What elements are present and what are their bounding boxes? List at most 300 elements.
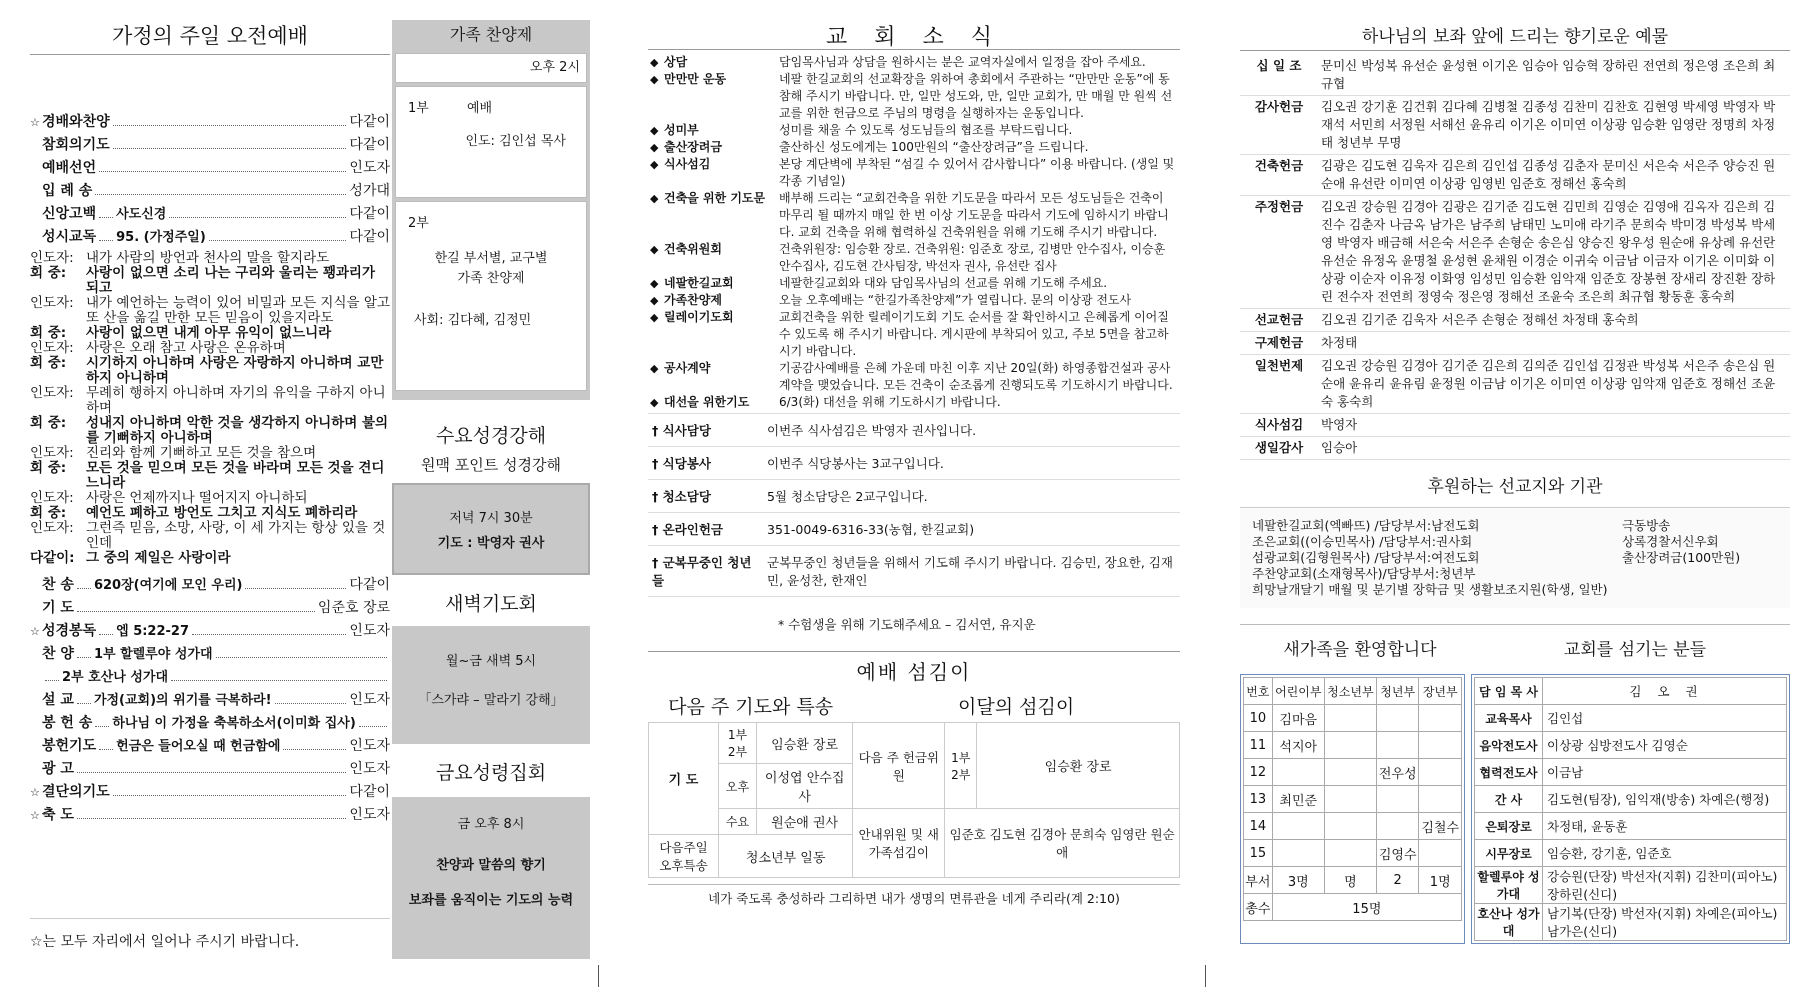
nf-head-cell: 장년부: [1419, 678, 1462, 705]
reading-speaker: 인도자:: [30, 385, 74, 401]
news-key: 네팔한길교회: [664, 276, 734, 290]
offering-names: 박영자: [1318, 414, 1790, 437]
page-divider: [598, 965, 599, 987]
diamond-icon: ◆: [650, 311, 659, 324]
pray-wed: 수요: [719, 809, 757, 835]
nf-total: 15명: [1272, 894, 1461, 921]
dot-leader: [77, 804, 346, 819]
nf-cell: [1419, 840, 1462, 867]
order-label: 결단의기도: [42, 784, 110, 800]
dot-leader: [99, 620, 113, 635]
family-part1: [395, 86, 587, 198]
news-text: 이번주 식당봉사는 3교구입니다.: [763, 447, 1180, 480]
diamond-icon: ◆: [650, 294, 659, 307]
news-key: 건축위원회: [664, 242, 722, 256]
dot-leader: [77, 574, 91, 589]
news-text: 출산하신 성도에게는 100만원의 “출산장려금”을 드립니다.: [779, 140, 1089, 154]
reading-line: [30, 461, 390, 491]
mission-a: 네팔한길교회(엑빠뜨) /담당부서:남전도회: [1252, 518, 1480, 533]
order-leader: 인도자: [349, 738, 390, 754]
news-row: [648, 275, 1180, 292]
order-label: 찬 양: [42, 646, 74, 662]
nf-cell: [1419, 759, 1462, 786]
offering-row: [1240, 355, 1790, 414]
table-row: [1244, 840, 1462, 867]
nf-head-cell: 번호: [1244, 678, 1273, 705]
part2-host: 사회: 김다혜, 김정민: [414, 313, 532, 328]
staff-names: 이상광 심방전도사 김영순: [1543, 732, 1787, 759]
news-row: [648, 156, 1180, 190]
reading-line: [30, 416, 390, 446]
guide-names: 임준호 김도현 김경아 문희숙 임영란 원순애: [945, 809, 1180, 878]
news-key: 공사계약: [664, 361, 711, 375]
diamond-icon: ◆: [650, 73, 659, 86]
nf-head-cell: 청년부: [1376, 678, 1419, 705]
reading-text: 내가 예언하는 능력이 있어 비밀과 모든 지식을 알고 또 산을 옮길 만한 모든 믿음이 있을지라도: [86, 295, 390, 326]
page-church-news: [648, 0, 1180, 992]
star-icon: ☆: [30, 786, 40, 799]
serve-table: [648, 689, 1180, 878]
order-detail: 하나님 이 가정을 축복하소서(이미화 집사): [112, 716, 356, 731]
reading-speaker: 다같이:: [30, 550, 75, 566]
news-key: 가족찬양제: [664, 293, 722, 307]
dot-leader: [245, 574, 346, 589]
news-text: 교회건축을 위한 릴레이기도회 기도 순서를 잘 확인하시고 은혜롭게 이어질 수 있도록 해 주시기 바랍니다. 게시판에 부착되어 있고, 주보 5면을 참고하시기 바랍니다.: [779, 310, 1169, 358]
dot-leader: [95, 712, 109, 727]
serve-title: 예배 섬김이: [648, 651, 1180, 685]
mission-b: 상록경찰서신우회: [1622, 534, 1719, 549]
nf-cell: [1324, 786, 1376, 813]
star-icon: ☆: [30, 809, 40, 822]
dot-leader: [216, 643, 388, 658]
news-key: 만만만 운동: [664, 72, 727, 86]
table-row: [1244, 867, 1462, 894]
offering-key: 구제헌금: [1240, 332, 1318, 355]
offering-key: 일천번제: [1240, 355, 1318, 414]
offer-label: 다음 주 헌금위원: [853, 723, 945, 809]
order-leader: 인도자: [349, 761, 390, 777]
order-leader: 인도자: [349, 160, 390, 176]
reading-speaker: 회 중:: [30, 415, 67, 431]
order-row: [30, 597, 390, 620]
mission-a: 희망날개달기 매월 및 분기별 장학금 및 생활보조지원(학생, 일반): [1252, 582, 1608, 597]
staff-role: 교육목사: [1475, 705, 1543, 732]
order-row: [30, 666, 390, 689]
dot-leader: [169, 203, 346, 218]
family-title: 가족 찬양제: [392, 20, 590, 50]
order-detail: 사도신경: [116, 207, 167, 222]
dot-leader: [99, 203, 113, 218]
staff-row: [1475, 840, 1787, 867]
offering-row: [1240, 437, 1790, 460]
offer-p: 1부 2부: [945, 723, 977, 809]
order-label: 찬 송: [42, 577, 74, 593]
reading-line: [30, 356, 390, 386]
pray-pm-name: 이성엽 안수집사: [757, 764, 853, 809]
reading-text: 그런즉 믿음, 소망, 사랑, 이 세 가지는 항상 있을 것인데: [86, 520, 386, 551]
nf-cell: 11: [1244, 732, 1273, 759]
reading-line: [30, 326, 390, 341]
nf-header: [1244, 678, 1462, 705]
order-leader: 다같이: [349, 577, 390, 593]
offering-key: 십 일 조: [1240, 55, 1318, 96]
order-detail: 95. (가정주일): [116, 230, 206, 245]
reading-speaker: 인도자:: [30, 295, 74, 311]
dawn-topic: 「스가랴 – 말라기 강해」: [418, 693, 564, 708]
dot-leader: [95, 180, 346, 195]
responsive-reading: [30, 251, 390, 566]
nf-cell: 13: [1244, 786, 1273, 813]
order-row: [30, 758, 390, 781]
order-label: 축 도: [42, 807, 74, 823]
pray-p12-name: 임승환 장로: [757, 723, 853, 764]
offering-names: 김오권 강기훈 김건휘 김다혜 김병철 김종성 김찬미 김찬호 김현영 박세영 박영자 박재석 서민희 서정원 서해선 윤유리 이기온 이미연 이상광 임승환 임영란 정명희 차정태 청년부 무명: [1318, 96, 1790, 155]
part1-lead: 인도: 김인섭 목사: [465, 134, 566, 149]
next-title: 다음 주 기도와 특송: [668, 696, 834, 718]
staff-names: 강승원(단장) 박선자(지휘) 김찬미(피아노) 장하린(신디): [1543, 867, 1787, 904]
news-key: 성미부: [664, 123, 699, 137]
reading-line: [30, 251, 390, 266]
order-row: [30, 781, 390, 804]
news-row: [648, 480, 1180, 513]
news-row: [648, 71, 1180, 122]
order-label: 신앙고백: [42, 206, 97, 222]
reading-text: 사랑이 없으면 내게 아무 유익이 없느니라: [86, 325, 332, 341]
order-leader: 다같이: [349, 137, 390, 153]
news-text: 배부해 드리는 “교회건축을 위한 기도문을 따라서 모든 성도님들은 건축이 마무리 될 때까지 매일 한 번 이상 기도문을 따라서 기도에 임하시기 바랍니다. 교회 건축을 위해 협력하실 건축위원을 위해 기도해 주시기 바랍니다.: [779, 191, 1169, 239]
offering-row: [1240, 309, 1790, 332]
reading-text: 사랑은 오래 참고 사랑은 온유하며: [86, 340, 286, 356]
order-list: [30, 111, 390, 249]
offering-table: [1240, 55, 1790, 460]
staff-row: [1475, 678, 1787, 705]
news-text: 건축위원장: 임승환 장로. 건축위원: 임준호 장로, 김병만 안수집사, 이승훈 안수집사, 김도현 간사팀장, 박선자 권사, 유선란 집사: [779, 242, 1166, 273]
offering-names: 김오권 강승원 김경아 김기준 김은희 김의준 김인섭 김정관 박성복 서은주 송은심 원순애 윤유리 윤유림 윤정원 이금남 이기온 이미연 이상광 임악재 임준호 정해선 조윤숙 홍숙희: [1318, 355, 1790, 414]
offering-row: [1240, 96, 1790, 155]
nf-cell: 10: [1244, 705, 1273, 732]
order-row: [30, 712, 390, 735]
order-row: [30, 157, 390, 180]
part1-label: 1부: [408, 101, 429, 116]
order-detail: 헌금은 들어오실 때 헌금함에: [116, 739, 281, 754]
dot-leader: [113, 111, 347, 126]
staff-role: 담 임 목 사: [1475, 678, 1543, 705]
order-leader: 다같이: [349, 784, 390, 800]
reading-text: 그 중의 제일은 사랑이라: [86, 550, 231, 566]
news-text: 담임목사님과 상담을 원하시는 분은 교역자실에서 일정을 잡아 주세요.: [779, 55, 1146, 69]
staff-table: [1474, 677, 1787, 941]
staff-names: 이금남: [1543, 759, 1787, 786]
reading-text: 사랑은 언제까지나 떨어지지 아니하되: [86, 490, 308, 506]
dot-leader: [77, 758, 346, 773]
page-divider-2: [1205, 965, 1206, 987]
news-key: † 청소담당: [648, 480, 763, 513]
order-label: 설 교: [42, 692, 74, 708]
wed-pray: 기도 : 박영자 권사: [437, 536, 545, 551]
news-text: 기공감사예배를 은혜 가운데 마친 이후 지난 20일(화) 하영종합건설과 공사계약을 맺었습니다. 모든 건축이 순조롭게 진행되도록 기도하시기 바랍니다.: [779, 361, 1173, 392]
diamond-icon: ◆: [650, 396, 659, 409]
order-row: [30, 203, 390, 226]
reading-speaker: 인도자:: [30, 340, 74, 356]
order-leader: 다같이: [349, 114, 390, 130]
news-key: 대선을 위한기도: [664, 395, 750, 409]
offering-key: 식사섬김: [1240, 414, 1318, 437]
star-icon: ☆: [30, 625, 40, 638]
offering-names: 차정태: [1318, 332, 1790, 355]
nf-cell: [1419, 732, 1462, 759]
nf-cell: [1324, 732, 1376, 759]
reading-text: 성내지 아니하며 악한 것을 생각하지 아니하며 불의를 기뻐하지 아니하며: [86, 415, 389, 446]
news-text: 5월 청소담당은 2교구입니다.: [763, 480, 1180, 513]
offering-names: 문미신 박성복 유선순 윤성현 이기온 임승아 임승혁 장하린 전연희 정은영 조은희 최규협: [1318, 55, 1790, 96]
dot-leader: [99, 735, 113, 750]
news-row: [648, 292, 1180, 309]
part2-desc: 한길 부서별, 교구별 가족 찬양제: [434, 251, 548, 286]
offering-names: 김오권 김기준 김욱자 서은주 손형순 정해선 차정태 홍숙희: [1318, 309, 1790, 332]
nf-cell: 김영수: [1376, 840, 1419, 867]
nf-cell: 12: [1244, 759, 1273, 786]
staff-row: [1475, 759, 1787, 786]
reading-line: [30, 446, 390, 461]
news-row: [648, 394, 1180, 411]
reading-speaker: 회 중:: [30, 265, 67, 281]
diamond-icon: ◆: [650, 277, 659, 290]
exam-prayer: * 수험생을 위해 기도해주세요 – 김서연, 유지운: [648, 596, 1180, 651]
order-label: 입 례 송: [42, 183, 93, 199]
news-text: 351-0049-6316-33(농협, 한길교회): [763, 513, 1180, 546]
diamond-icon: ◆: [650, 141, 659, 154]
newfamily-table: [1243, 677, 1462, 921]
staff-row: [1475, 813, 1787, 840]
news-text: 네팔 한길교회의 선교확장을 위하여 총회에서 주관하는 “만만만 운동”에 동참해 주시기 바랍니다. 만, 일만 성도와, 만, 일만 교회가, 만 매월 만 원씩 선교를 위한 헌금으로 주님의 명령을 실행하자는 운동입니다.: [779, 72, 1173, 120]
reading-speaker: 인도자:: [30, 250, 74, 266]
reading-text: 모든 것을 믿으며 모든 것을 바라며 모든 것을 견디느니라: [86, 460, 385, 491]
order-row: [30, 134, 390, 157]
nf-cell: [1272, 759, 1324, 786]
staff-names: 김도현(팀장), 임익재(방송) 차예은(행정): [1543, 786, 1787, 813]
nf-head-cell: 어린이부: [1272, 678, 1324, 705]
order-label: 광 고: [42, 761, 74, 777]
nf-cell: 명: [1324, 867, 1376, 894]
reading-text: 시기하지 아니하며 사랑은 자랑하지 아니하며 교만하지 아니하며: [86, 355, 384, 386]
staff-role: 간 사: [1475, 786, 1543, 813]
reading-line: [30, 551, 390, 566]
news-title: 교 회 소 식: [648, 20, 1180, 50]
news-key: 건축을 위한 기도문: [664, 191, 766, 205]
news-key: 출산장려금: [664, 140, 722, 154]
order-label: 봉 헌 송: [42, 715, 93, 731]
news-key: † 온라인헌금: [648, 513, 763, 546]
reading-speaker: 회 중:: [30, 325, 67, 341]
order-row: [30, 620, 390, 643]
reading-line: [30, 296, 390, 326]
family-time: 오후 2시: [395, 53, 587, 83]
reading-line: [30, 521, 390, 551]
mission-item: [1252, 566, 1778, 582]
news-text: 네팔한길교회와 대와 담임목사님의 선교를 위해 기도해 주세요.: [779, 276, 1108, 290]
order-detail: 620장(여기에 모인 우리): [93, 578, 243, 593]
offering-names: 김광은 김도현 김욱자 김은희 김인섭 김종성 김춘자 문미신 서은숙 서은주 양승진 원순애 유선란 이미연 이상광 임영빈 임준호 정해선 홍숙희: [1318, 155, 1790, 196]
reading-line: [30, 341, 390, 356]
order-leader: 인도자: [349, 692, 390, 708]
dot-leader: [77, 597, 315, 612]
staff-role: 호산나 성가대: [1475, 904, 1543, 941]
part2-label: 2부: [408, 216, 429, 231]
reading-speaker: 회 중:: [30, 460, 67, 476]
fri-line1: 찬양과 말씀의 향기: [436, 858, 546, 873]
order-label: 성경봉독: [42, 623, 97, 639]
order-row: [30, 643, 390, 666]
table-row: [1244, 732, 1462, 759]
table-row: [1244, 705, 1462, 732]
pray-pm: 오후: [719, 764, 757, 809]
nf-cell: 석지아: [1272, 732, 1324, 759]
news-row: [648, 241, 1180, 275]
offering-key: 감사헌금: [1240, 96, 1318, 155]
star-icon: ☆: [30, 116, 40, 129]
dawn-title: 새벽기도회: [445, 593, 537, 615]
dot-leader: [77, 643, 91, 658]
song-name: 청소년부 일동: [719, 835, 853, 878]
mission-item: [1252, 518, 1778, 534]
dot-leader: [283, 735, 346, 750]
nf-cell: 1명: [1419, 867, 1462, 894]
dot-leader: [275, 689, 347, 704]
order-row: [30, 111, 390, 134]
reading-line: [30, 506, 390, 521]
offering-row: [1240, 414, 1790, 437]
news-key: 식사섬김: [664, 157, 711, 171]
order-detail: 1부 할렐루야 성가대: [93, 647, 213, 662]
mission-b: 출산장려금(100만원): [1622, 550, 1741, 565]
dot-leader: [209, 226, 347, 241]
offering-key: 주정헌금: [1240, 196, 1318, 309]
page-offerings: [1240, 0, 1790, 992]
nf-cell: 부서: [1244, 867, 1273, 894]
worship-title: 가정의 주일 오전예배: [30, 20, 390, 55]
order-label: 성시교독: [42, 229, 97, 245]
news-text: 6/3(화) 대선을 위해 기도하시기 바랍니다.: [779, 395, 1001, 409]
offering-row: [1240, 196, 1790, 309]
staff-row: [1475, 786, 1787, 813]
order-leader: 성가대: [349, 183, 390, 199]
reading-text: 진리와 함께 기뻐하고 모든 것을 참으며: [86, 445, 317, 461]
news-row: [648, 122, 1180, 139]
staff-row: [1475, 705, 1787, 732]
order-leader: 다같이: [349, 206, 390, 222]
order-label: 기 도: [42, 600, 74, 616]
table-row: [1244, 786, 1462, 813]
mission-item: [1252, 582, 1778, 598]
mission-b: 극동방송: [1622, 518, 1671, 533]
staff-row: [1475, 867, 1787, 904]
month-title: 이달의 섬김이: [958, 696, 1075, 718]
staff-names: 김인섭: [1543, 705, 1787, 732]
family-part2: [395, 201, 587, 391]
news-row: [648, 414, 1180, 447]
offer-name: 임승환 장로: [977, 723, 1180, 809]
order-label: 봉헌기도: [42, 738, 97, 754]
staff-names: 임승환, 강기훈, 임준호: [1543, 840, 1787, 867]
offering-row: [1240, 55, 1790, 96]
order-row: [30, 689, 390, 712]
news-row: [648, 447, 1180, 480]
offering-names: 김오권 강승원 김경아 김광은 김기준 김도현 김민희 김영순 김영애 김옥자 김은희 김진수 김춘자 나금옥 남가은 남주희 남태민 노미애 라기주 문희숙 박미경 박성복 박세영 박영자 배금해 서은숙 서은주 손형순 송은심 양승진 왕우성 원순애 유상례 유선란 유선순 유정옥 윤명철 윤성현 윤채원 이경순 이귀숙 이금남 이금자 이기온 이미화 이상광 이순자 이유정 이화영 임성민 임승환 임악재 임준호 장봉현 장새리 장진환 장하린 전수자 전연희 정영숙 정은영 정해선 조윤숙 조은희 최규협 황동훈 홍숙희: [1318, 196, 1790, 309]
news-key: 상담: [664, 55, 688, 69]
pray-label: 기 도: [649, 723, 719, 835]
news-text: 성미를 채울 수 있도록 성도님들의 협조를 부탁드립니다.: [779, 123, 1073, 137]
mission-list: [1240, 507, 1790, 608]
order-leader: 인도자: [349, 807, 390, 823]
diamond-icon: ◆: [650, 362, 659, 375]
news-table: [648, 54, 1180, 411]
reading-speaker: 회 중:: [30, 505, 67, 521]
order-row: [30, 574, 390, 597]
diamond-icon: ◆: [650, 243, 659, 256]
offering-key: 생일감사: [1240, 437, 1318, 460]
news-row: [648, 360, 1180, 394]
table-row: [1244, 813, 1462, 840]
order-leader: 인도자: [349, 623, 390, 639]
nf-cell: 15: [1244, 840, 1273, 867]
news-key: 릴레이기도회: [664, 310, 734, 324]
order-row: [30, 804, 390, 827]
order-label: 예배선언: [42, 160, 97, 176]
staff-role: 은퇴장로: [1475, 813, 1543, 840]
dot-leader: [45, 666, 59, 681]
dot-leader: [113, 134, 347, 149]
dot-leader: [99, 226, 113, 241]
reading-text: 내가 사람의 방언과 천사의 말을 할지라도: [86, 250, 330, 266]
news-row: [648, 190, 1180, 241]
fri-line2: 보좌를 움직이는 기도의 능력: [408, 893, 574, 908]
fri-title: 금요성령집회: [435, 762, 547, 784]
dot-leader: [192, 620, 346, 635]
song-label: 다음주일 오후특송: [649, 835, 719, 878]
nf-cell: [1324, 705, 1376, 732]
dot-leader: [171, 666, 387, 681]
pray-p12: 1부 2부: [719, 723, 757, 764]
guide-label: 안내위원 및 새가족섬김이: [853, 809, 945, 878]
nf-cell: [1324, 840, 1376, 867]
nf-cell: [1419, 705, 1462, 732]
nf-cell: [1324, 813, 1376, 840]
reading-line: [30, 491, 390, 506]
reading-text: 사랑이 없으면 소리 나는 구리와 울리는 꽹과리가 되고: [86, 265, 376, 296]
news-row: [648, 139, 1180, 156]
mission-a: 섬광교회(김형원목사) /담당부서:여전도회: [1252, 550, 1480, 565]
nf-cell: [1376, 813, 1419, 840]
dot-leader: [99, 157, 346, 172]
news-text: 이번주 식사섬김은 박영자 권사입니다.: [763, 414, 1180, 447]
offering-row: [1240, 155, 1790, 196]
wed-time: 저녁 7시 30분: [449, 511, 533, 526]
nf-cell: 14: [1244, 813, 1273, 840]
pray-wed-name: 원순애 권사: [757, 809, 853, 835]
dawn-time: 월~금 새벽 5시: [445, 654, 537, 669]
nf-cell: [1419, 786, 1462, 813]
staff-role: 할렐루야 성가대: [1475, 867, 1543, 904]
order-detail: 가정(교회)의 위기를 극복하라!: [93, 693, 272, 708]
news-row: [648, 546, 1180, 597]
reading-line: [30, 266, 390, 296]
mission-title: 후원하는 선교지와 기관: [1427, 477, 1603, 497]
nf-cell: [1272, 840, 1324, 867]
wed-title: 수요성경강해: [435, 425, 547, 447]
part1-name: 예배: [466, 101, 493, 116]
diamond-icon: ◆: [650, 124, 659, 137]
reading-text: 무례히 행하지 아니하며 자기의 유익을 구하지 아니하며: [86, 385, 386, 416]
